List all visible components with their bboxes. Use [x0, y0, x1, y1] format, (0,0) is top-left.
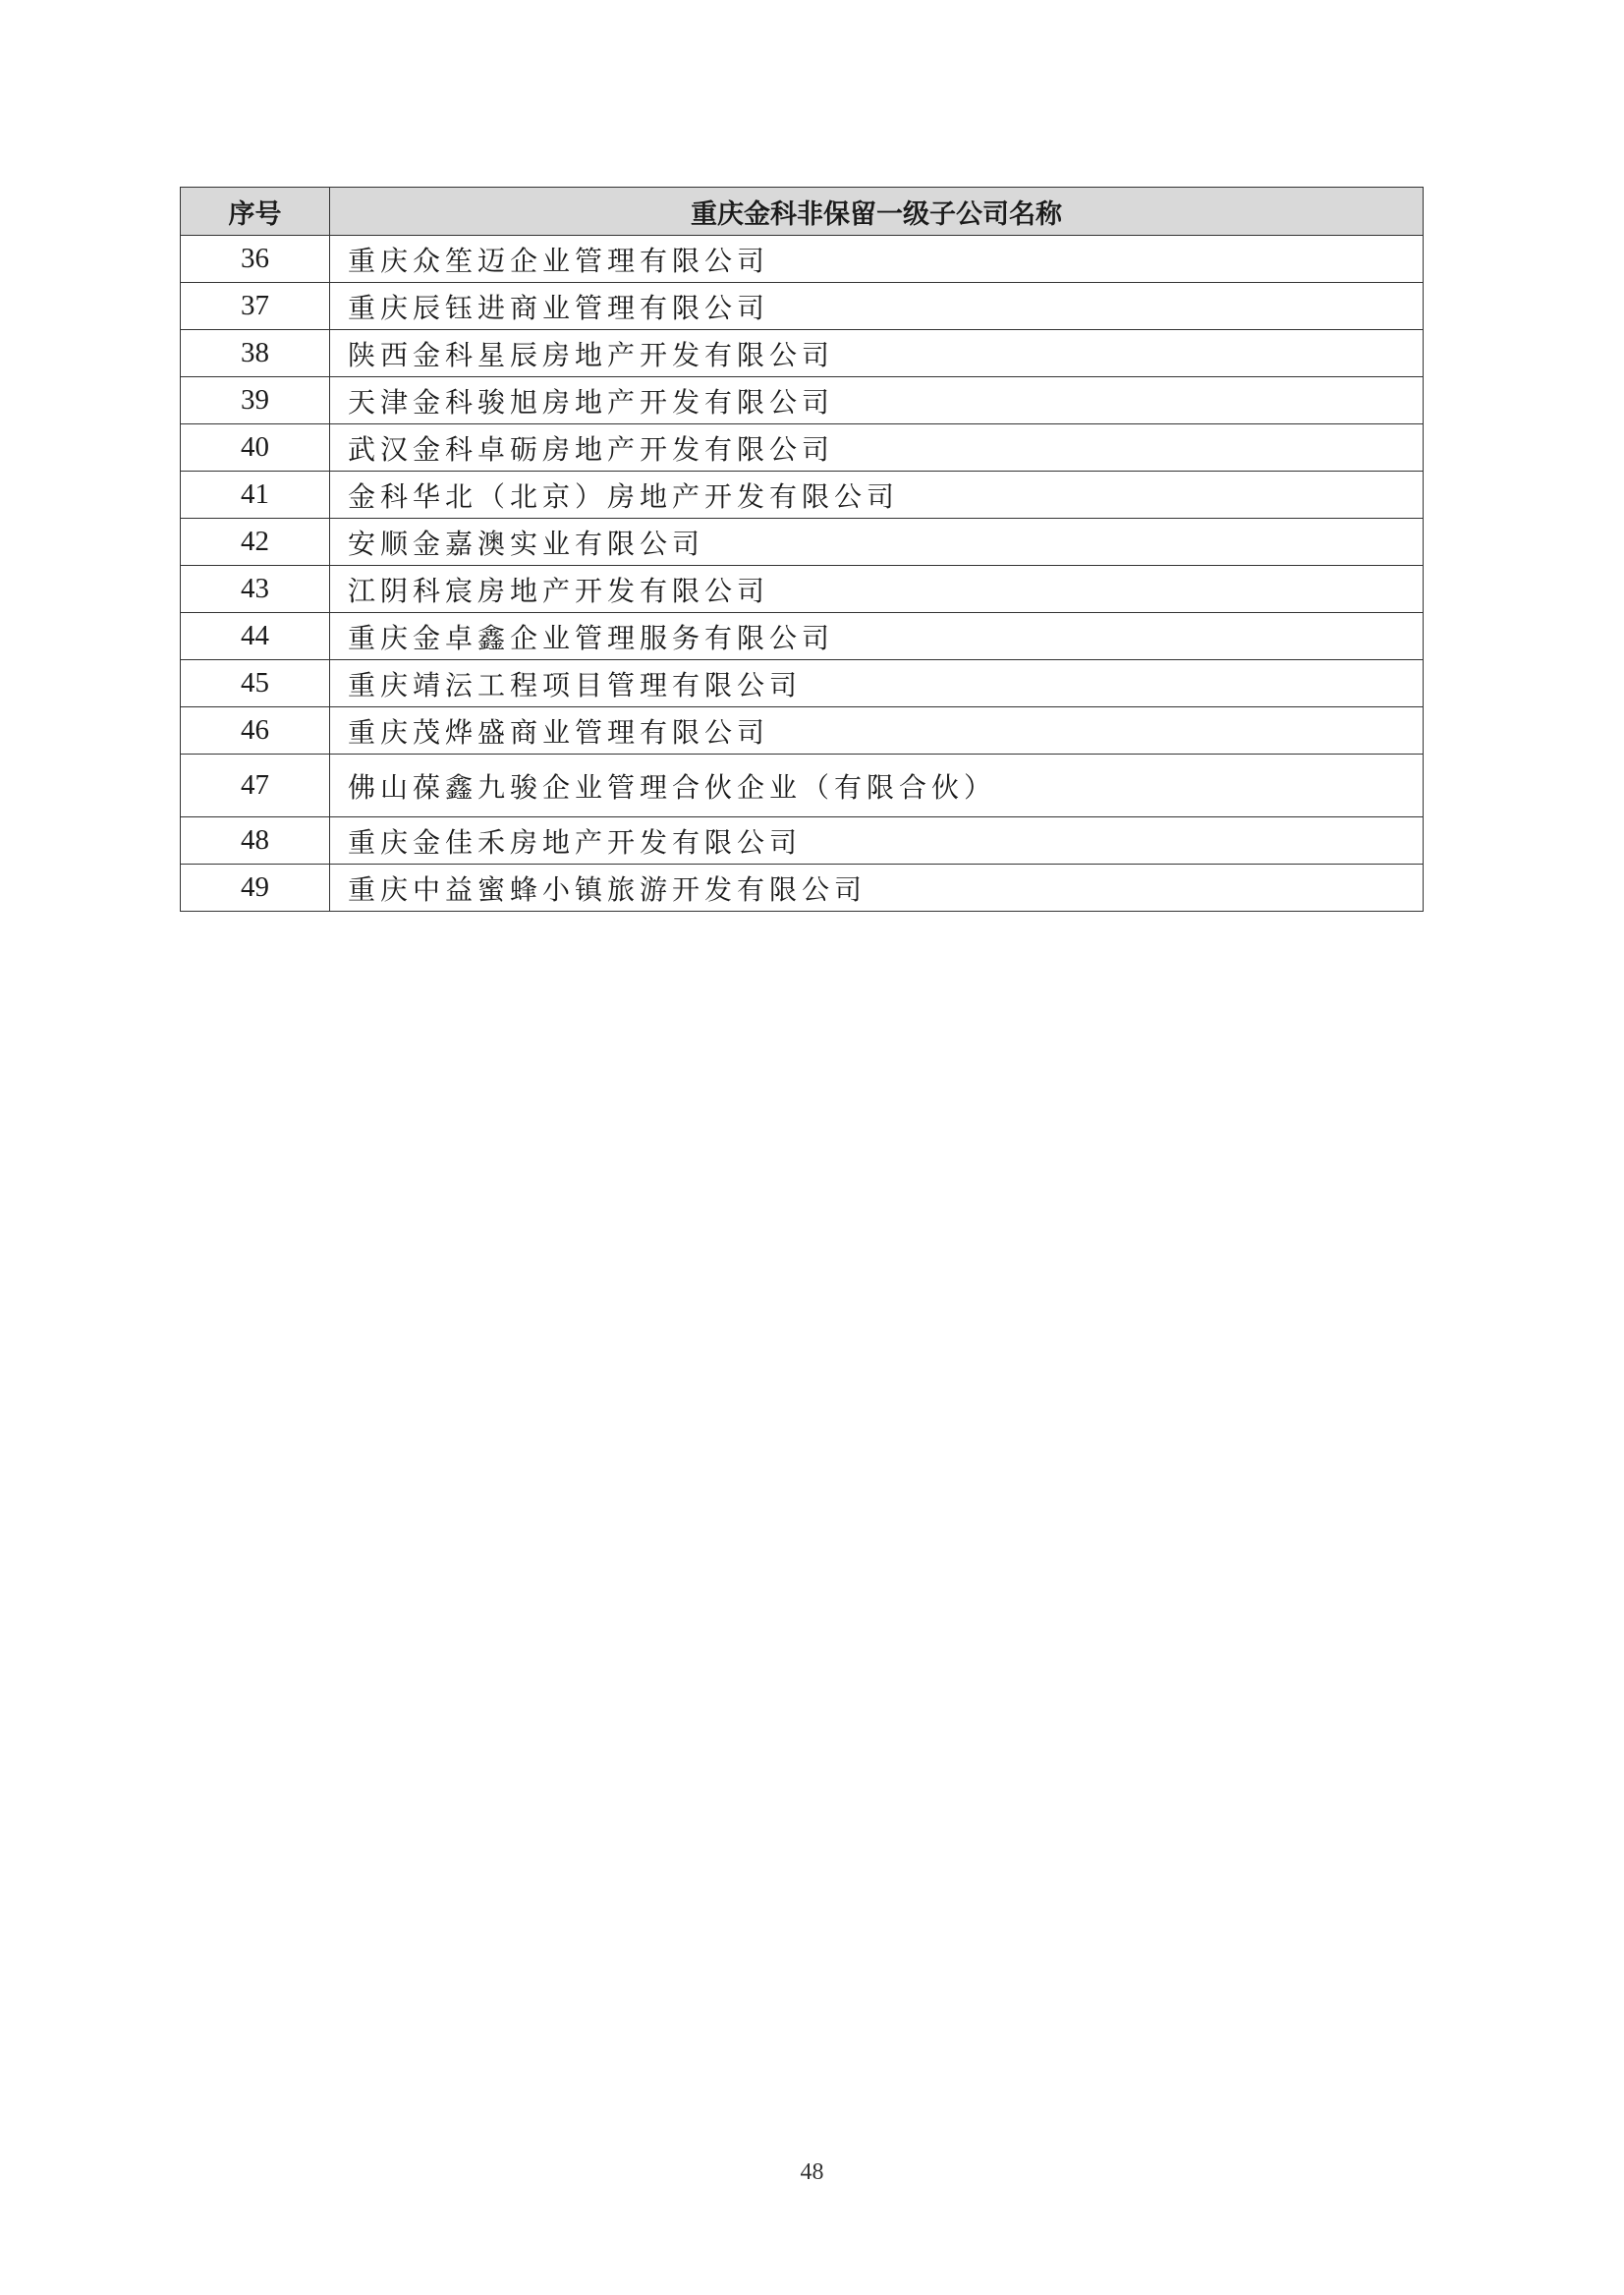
row-company-name: 佛山葆鑫九骏企业管理合伙企业（有限合伙）: [330, 755, 1424, 817]
table-row: [181, 865, 1424, 912]
row-company-name: 重庆辰钰进商业管理有限公司: [330, 283, 1424, 330]
row-company-name: 重庆金卓鑫企业管理服务有限公司: [330, 613, 1424, 660]
page-number: 48: [800, 2159, 824, 2185]
row-company-name: 天津金科骏旭房地产开发有限公司: [330, 377, 1424, 424]
row-number: 37: [181, 283, 330, 330]
row-number: 40: [181, 424, 330, 472]
row-number: 36: [181, 236, 330, 283]
row-company-name: 金科华北（北京）房地产开发有限公司: [330, 472, 1424, 519]
table-row: [181, 283, 1424, 330]
table-row: [181, 660, 1424, 707]
subsidiary-table: [180, 187, 1424, 912]
table-row: [181, 817, 1424, 865]
table-row: [181, 377, 1424, 424]
row-company-name: 武汉金科卓砺房地产开发有限公司: [330, 424, 1424, 472]
row-number: 42: [181, 519, 330, 566]
row-number: 41: [181, 472, 330, 519]
row-company-name: 重庆茂烨盛商业管理有限公司: [330, 707, 1424, 755]
table-row: [181, 472, 1424, 519]
row-company-name: 重庆众笙迈企业管理有限公司: [330, 236, 1424, 283]
row-number: 46: [181, 707, 330, 755]
row-number: 38: [181, 330, 330, 377]
table-row: [181, 566, 1424, 613]
table-row: [181, 613, 1424, 660]
table-row: [181, 755, 1424, 817]
table-row: [181, 707, 1424, 755]
header-number: 序号: [181, 188, 330, 236]
row-company-name: 重庆靖沄工程项目管理有限公司: [330, 660, 1424, 707]
row-number: 39: [181, 377, 330, 424]
table-row: [181, 330, 1424, 377]
row-company-name: 重庆中益蜜蜂小镇旅游开发有限公司: [330, 865, 1424, 912]
row-number: 48: [181, 817, 330, 865]
row-company-name: 安顺金嘉澳实业有限公司: [330, 519, 1424, 566]
row-number: 44: [181, 613, 330, 660]
row-number: 49: [181, 865, 330, 912]
table-header-row: [181, 188, 1424, 236]
table-row: [181, 519, 1424, 566]
row-company-name: 陕西金科星辰房地产开发有限公司: [330, 330, 1424, 377]
table-row: [181, 424, 1424, 472]
row-number: 47: [181, 755, 330, 817]
row-company-name: 重庆金佳禾房地产开发有限公司: [330, 817, 1424, 865]
row-company-name: 江阴科宸房地产开发有限公司: [330, 566, 1424, 613]
header-company-name: 重庆金科非保留一级子公司名称: [330, 188, 1424, 236]
row-number: 43: [181, 566, 330, 613]
row-number: 45: [181, 660, 330, 707]
table-row: [181, 236, 1424, 283]
